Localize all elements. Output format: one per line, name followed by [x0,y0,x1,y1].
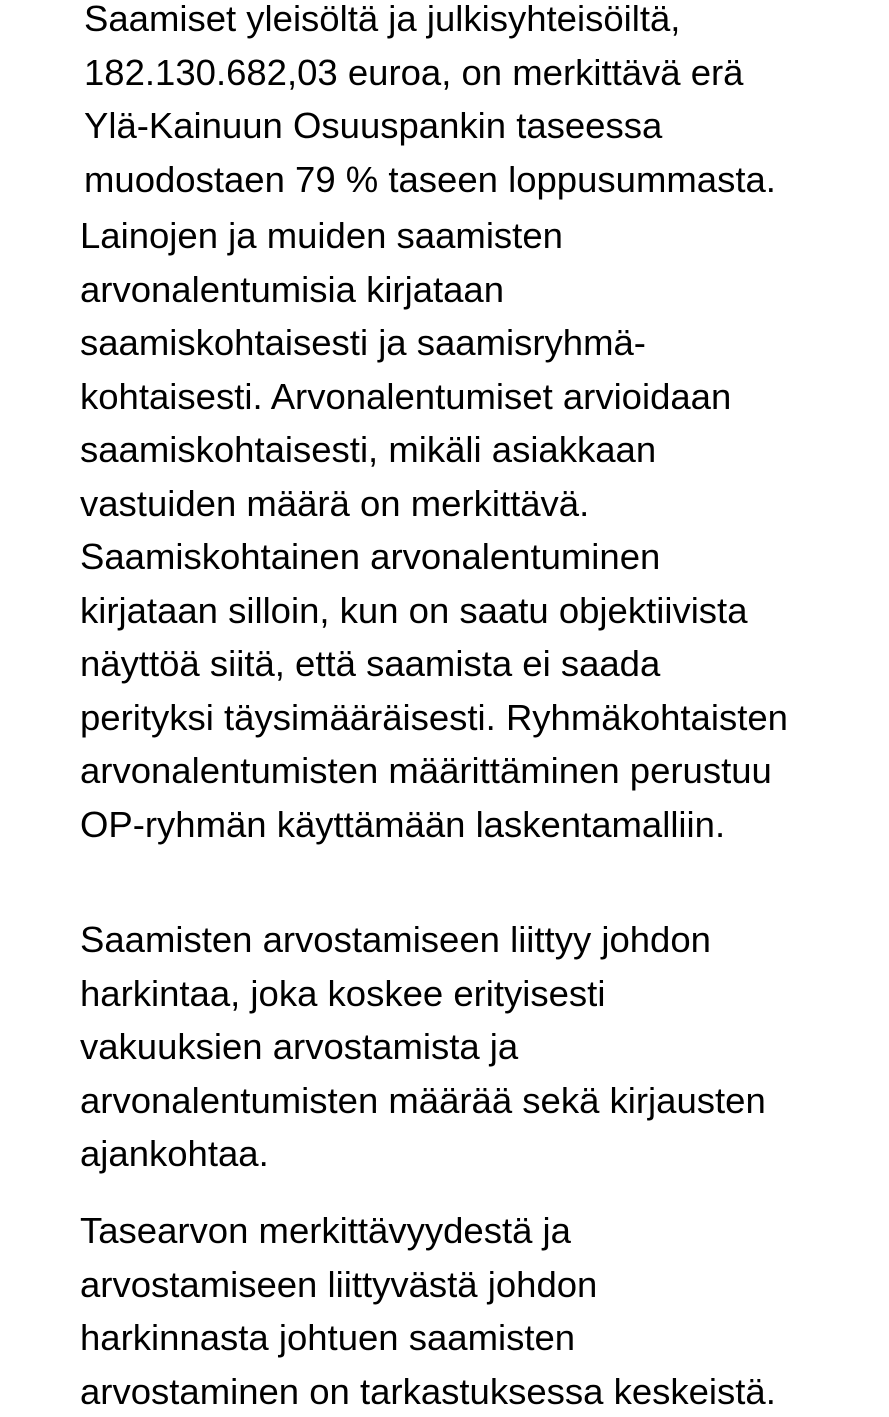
text-line: arvostamiseen liittyvästä johdon [80,1263,598,1305]
paragraph-management-judgement [80,913,766,1181]
paragraph-impairments [80,209,788,851]
text-line: OP-ryhmän käyttämään laskentamalliin. [80,803,726,845]
text-line: muodostaen 79 % taseen loppusummasta. [84,158,776,200]
text-line: arvostaminen on tarkastuksessa keskeistä. [80,1370,776,1412]
text-line: näyttöä siitä, että saamista ei saada [80,643,661,684]
text-line: 182.130.682,03 euroa, on merkittävä erä [84,51,744,93]
text-line: saamiskohtaisesti, mikäli asiakkaan [80,429,657,470]
text-line: perityksi täysimääräisesti. Ryhmäkohtaisten [80,696,788,738]
text-line: kohtaisesti. Arvonalentumiset arvioidaan [80,375,732,417]
paragraph-key-audit-matter [80,1204,776,1417]
text-line: Ylä-Kainuun Osuuspankin taseessa [84,105,663,146]
text-line: arvonalentumisten määrää sekä kirjausten [80,1079,766,1121]
text-line: saamiskohtaisesti ja saamisryhmä- [80,322,646,363]
text-line: Tasearvon merkittävyydestä ja [80,1210,571,1251]
text-line: vastuiden määrä on merkittävä. [80,482,590,524]
paragraph-receivables [84,0,776,206]
text-line: Saamisten arvostamiseen liittyy johdon [80,919,711,960]
text-line: kirjataan silloin, kun on saatu objektiivista [80,589,748,631]
text-line: harkintaa, joka koskee erityisesti [80,972,606,1014]
text-line: Lainojen ja muiden saamisten [80,215,563,256]
text-line: vakuuksien arvostamista ja [80,1026,519,1067]
text-line: ajankohtaa. [80,1133,269,1174]
text-line: arvonalentumisia kirjataan [80,268,505,310]
text-line: Saamiset yleisöltä ja julkisyhteisöiltä, [84,0,681,39]
text-line: arvonalentumisten määrittäminen perustuu [80,750,772,791]
text-line: Saamiskohtainen arvonalentuminen [80,536,661,577]
text-line: harkinnasta johtuen saamisten [80,1317,576,1358]
